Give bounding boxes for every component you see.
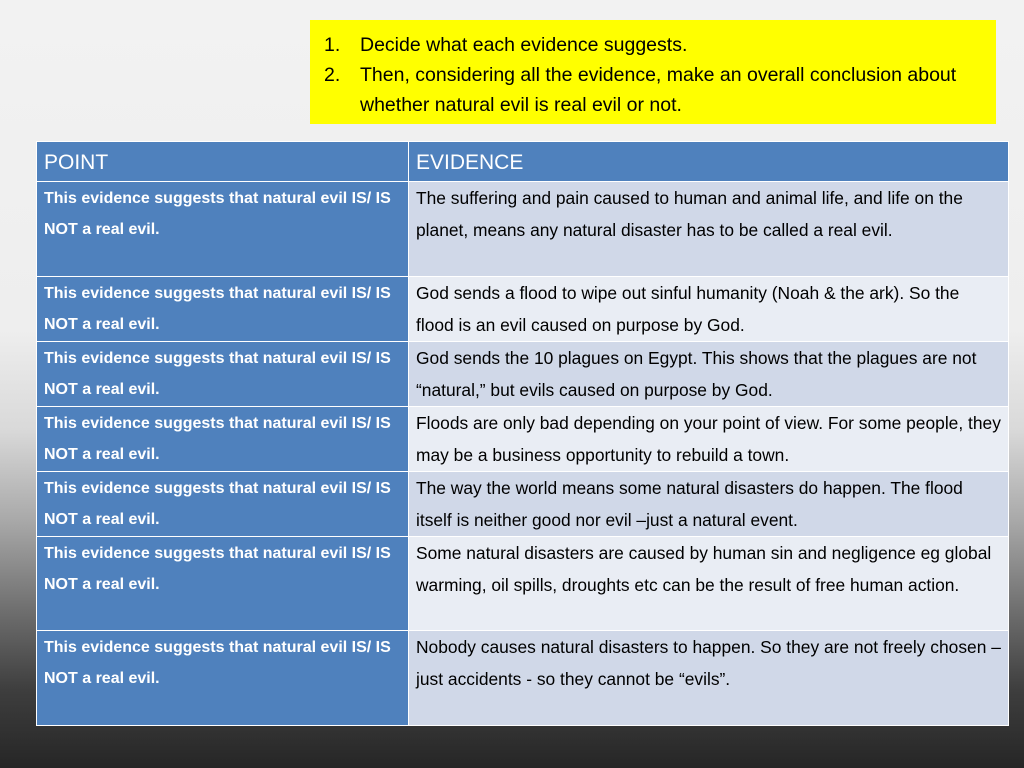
instruction-item (324, 60, 982, 120)
point-cell[interactable]: This evidence suggests that natural evil IS/ IS NOT a real evil. (37, 407, 409, 472)
evidence-cell: The way the world means some natural disasters do happen. The flood itself is neither good nor evil –just a natural event. (409, 472, 1009, 537)
instruction-number: 1. (324, 34, 341, 56)
point-cell[interactable]: This evidence suggests that natural evil IS/ IS NOT a real evil. (37, 182, 409, 277)
point-evidence-table (36, 141, 1009, 726)
evidence-cell: Some natural disasters are caused by human sin and negligence eg global warming, oil spills, droughts etc can be the result of free human action. (409, 537, 1009, 631)
evidence-cell: Floods are only bad depending on your point of view. For some people, they may be a business opportunity to rebuild a town. (409, 407, 1009, 472)
instructions-box (310, 20, 996, 124)
instruction-item (324, 30, 982, 60)
instruction-text: Decide what each evidence suggests. (360, 34, 688, 56)
table-row (37, 342, 1009, 407)
table-row (37, 631, 1009, 726)
table-row (37, 472, 1009, 537)
evidence-column-header: EVIDENCE (409, 142, 1009, 182)
instruction-number: 2. (324, 64, 341, 86)
table-row (37, 182, 1009, 277)
table-row (37, 407, 1009, 472)
point-cell[interactable]: This evidence suggests that natural evil IS/ IS NOT a real evil. (37, 277, 409, 342)
evidence-cell: God sends the 10 plagues on Egypt. This shows that the plagues are not “natural,” but evils caused on purpose by God. (409, 342, 1009, 407)
point-cell[interactable]: This evidence suggests that natural evil IS/ IS NOT a real evil. (37, 342, 409, 407)
evidence-cell: The suffering and pain caused to human and animal life, and life on the planet, means any natural disaster has to be called a real evil. (409, 182, 1009, 277)
point-column-header: POINT (37, 142, 409, 182)
table-header-row (37, 142, 1009, 182)
evidence-cell: God sends a flood to wipe out sinful humanity (Noah & the ark). So the flood is an evil caused on purpose by God. (409, 277, 1009, 342)
point-cell[interactable]: This evidence suggests that natural evil IS/ IS NOT a real evil. (37, 537, 409, 631)
point-cell[interactable]: This evidence suggests that natural evil IS/ IS NOT a real evil. (37, 472, 409, 537)
table-row (37, 537, 1009, 631)
evidence-cell: Nobody causes natural disasters to happen. So they are not freely chosen – just accidents - so they cannot be “evils”. (409, 631, 1009, 726)
point-cell[interactable]: This evidence suggests that natural evil IS/ IS NOT a real evil. (37, 631, 409, 726)
instruction-text: Then, considering all the evidence, make an overall conclusion about whether natural evil is real evil or not. (360, 64, 957, 116)
table-row (37, 277, 1009, 342)
instructions-list (324, 30, 982, 120)
